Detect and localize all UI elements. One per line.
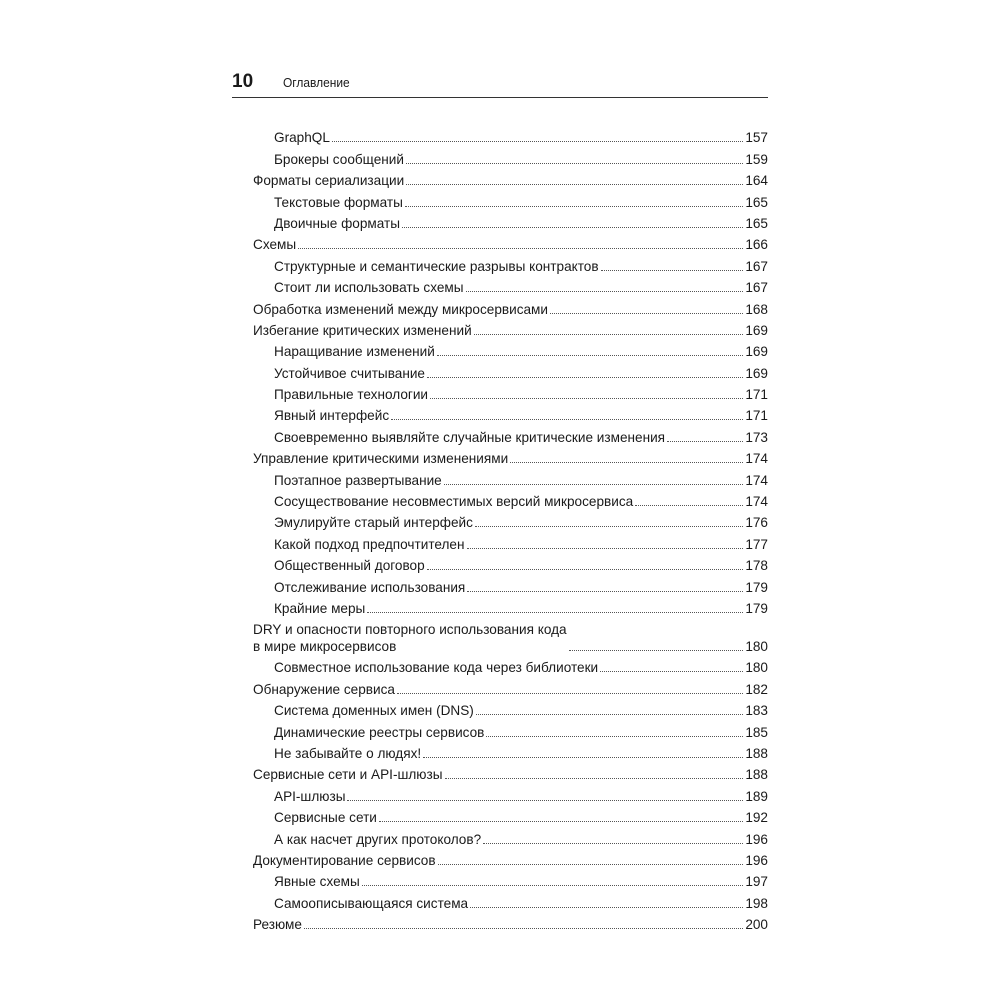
- toc-entry-title: [274, 724, 484, 741]
- toc-entry: [253, 403, 768, 424]
- dot-leader: [483, 843, 743, 844]
- toc-entry-title-line: Двоичные форматы: [274, 215, 401, 231]
- toc-entry-title-line: API-шлюзы: [274, 788, 346, 804]
- toc-page-number: 182: [745, 681, 768, 697]
- toc-page-number: 197: [745, 874, 768, 890]
- toc-entry-title-line: Сервисные сети и API-шлюзы: [253, 767, 443, 783]
- toc-entry-title: [274, 514, 473, 531]
- toc-entry-title: [253, 172, 404, 189]
- toc-entry: [253, 232, 768, 253]
- toc-entry: [253, 574, 768, 595]
- dot-leader: [467, 548, 744, 549]
- toc-page-number: 165: [745, 194, 768, 210]
- toc-entry-title-line: Текстовые форматы: [274, 194, 403, 210]
- dot-leader: [569, 650, 744, 651]
- toc-entry-title-line: Наращивание изменений: [274, 344, 435, 360]
- toc-entry: [253, 826, 768, 847]
- toc-entry-title: [274, 788, 345, 805]
- toc-page-number: 159: [745, 151, 768, 167]
- dot-leader: [474, 334, 744, 335]
- running-header: [232, 70, 768, 98]
- toc-entry-title-line: Резюме: [253, 917, 302, 933]
- toc-entry-title-line: Своевременно выявляйте случайные критические изменения: [274, 429, 666, 445]
- toc-entry-title: [253, 236, 296, 253]
- toc-entry-title-line: Структурные и семантические разрывы контрактов: [274, 258, 599, 274]
- toc-page-number: 192: [745, 810, 768, 826]
- dot-leader: [470, 907, 743, 908]
- toc-page-number: 196: [745, 831, 768, 847]
- toc-page-number: 177: [745, 536, 768, 552]
- toc-page-number: 185: [745, 724, 768, 740]
- dot-leader: [430, 398, 743, 399]
- dot-leader: [475, 526, 743, 527]
- dot-leader: [510, 462, 743, 463]
- toc-entry: [253, 189, 768, 210]
- toc-page-number: 200: [745, 917, 768, 933]
- toc-entry: [253, 510, 768, 531]
- toc-entry-title: [274, 429, 665, 446]
- toc-entry: [253, 318, 768, 339]
- toc-entry-title-line: Форматы сериализации: [253, 173, 405, 189]
- toc-page-number: 178: [745, 558, 768, 574]
- dot-leader: [406, 163, 743, 164]
- toc-entry: [253, 890, 768, 911]
- toc-entry-title-line: Не забывайте о людях!: [274, 745, 422, 761]
- toc-page-number: 164: [745, 173, 768, 189]
- toc-entry-title-line: Поэтапное развертывание: [274, 472, 442, 488]
- toc-entry: [253, 489, 768, 510]
- toc-entry: [253, 848, 768, 869]
- dot-leader: [332, 141, 743, 142]
- dot-leader: [438, 864, 744, 865]
- dot-leader: [362, 885, 744, 886]
- toc-entry-title-line: Документирование сервисов: [253, 852, 436, 868]
- toc-entry-title-line: Стоит ли использовать схемы: [274, 280, 464, 296]
- toc-entry: [253, 168, 768, 189]
- toc-entry: [253, 676, 768, 697]
- toc-entry: [253, 531, 768, 552]
- toc-entry-title-line: Сосуществование несовместимых версий микросервиса: [274, 494, 634, 510]
- toc-entry-title: [253, 301, 548, 318]
- running-header-title: Оглавление: [283, 75, 350, 90]
- toc-entry-title-line: Явный интерфейс: [274, 408, 390, 424]
- toc-entry-title: [274, 194, 403, 211]
- toc-entry: [253, 783, 768, 804]
- toc-page-number: 168: [745, 301, 768, 317]
- toc-page-number: 180: [745, 638, 768, 654]
- toc-entry: [253, 741, 768, 762]
- dot-leader: [550, 313, 743, 314]
- toc-page-number: 169: [745, 344, 768, 360]
- dot-leader: [486, 736, 743, 737]
- toc-entry-title: [274, 279, 464, 296]
- toc-entry-title: [274, 407, 389, 424]
- toc-entry-title: [274, 215, 400, 232]
- dot-leader: [406, 184, 743, 185]
- toc-page-number: 189: [745, 788, 768, 804]
- dot-leader: [445, 778, 744, 779]
- toc-page-number: 180: [745, 660, 768, 676]
- dot-leader: [437, 355, 743, 356]
- toc-entry: [253, 805, 768, 826]
- dot-leader: [391, 419, 743, 420]
- toc-entry: [253, 146, 768, 167]
- dot-leader: [466, 291, 744, 292]
- toc-entry-title-line: Обработка изменений между микросервисами: [253, 301, 548, 317]
- toc-entry-title: [253, 681, 395, 698]
- toc-page-number: 198: [745, 895, 768, 911]
- toc-entry-title: [274, 745, 421, 762]
- toc-entry-title: [274, 343, 435, 360]
- toc-entry-title-line: Какой подход предпочтителен: [274, 536, 465, 552]
- toc-entry-title: [274, 536, 465, 553]
- toc-entry-title: [274, 659, 598, 676]
- toc-entry-title-line: Сервисные сети: [274, 810, 377, 826]
- toc-entry-title-line: Явные схемы: [274, 874, 360, 890]
- dot-leader: [379, 821, 743, 822]
- dot-leader: [600, 671, 743, 672]
- dot-leader: [397, 693, 743, 694]
- toc-entry-title: [274, 129, 330, 146]
- dot-leader: [476, 714, 743, 715]
- toc-entry-title: [274, 809, 377, 826]
- toc-entry: [253, 125, 768, 146]
- toc-entry-title: [274, 258, 599, 275]
- toc-page-number: 179: [745, 579, 768, 595]
- toc-entry: [253, 296, 768, 317]
- toc-entry-title: [253, 621, 567, 655]
- toc-entry: [253, 467, 768, 488]
- toc-page-number: 188: [745, 767, 768, 783]
- toc-entry-title: [253, 322, 472, 339]
- toc-entry: [253, 912, 768, 933]
- toc-entry-title: [274, 579, 465, 596]
- toc-entry-title-line: А как насчет других протоколов?: [274, 831, 482, 847]
- toc-page-number: 165: [745, 215, 768, 231]
- toc-entry-title: [274, 365, 425, 382]
- toc-entry: [253, 698, 768, 719]
- toc-entry-title-line: в мире микросервисов: [253, 638, 397, 654]
- dot-leader: [635, 505, 743, 506]
- dot-leader: [367, 612, 743, 613]
- toc-entry-title-line: Эмулируйте старый интерфейс: [274, 515, 473, 531]
- toc-entry-title: [253, 852, 436, 869]
- toc-entry: [253, 339, 768, 360]
- toc-page-number: 179: [745, 600, 768, 616]
- toc-page-number: 174: [745, 451, 768, 467]
- toc-entry: [253, 360, 768, 381]
- toc-entry: [253, 382, 768, 403]
- toc-entry-title-line: Устойчивое считывание: [274, 365, 425, 381]
- dot-leader: [347, 800, 743, 801]
- toc-page-number: 169: [745, 365, 768, 381]
- toc-entry-title-line: Система доменных имен (DNS): [274, 703, 474, 719]
- toc-page-number: 173: [745, 429, 768, 445]
- dot-leader: [444, 484, 744, 485]
- dot-leader: [427, 569, 744, 570]
- toc-entry-title: [274, 702, 474, 719]
- toc-entry: [253, 617, 768, 655]
- toc-entry: [253, 762, 768, 783]
- toc-entry-title-line: Совместное использование кода через библиотеки: [274, 660, 599, 676]
- toc-page-number: 174: [745, 494, 768, 510]
- toc-entry-title-line: Самоописывающаяся система: [274, 895, 469, 911]
- toc-entry-title: [274, 557, 425, 574]
- toc-entry: [253, 719, 768, 740]
- dot-leader: [402, 227, 743, 228]
- toc-page-number: 169: [745, 322, 768, 338]
- toc-entry: [253, 446, 768, 467]
- toc-entry: [253, 655, 768, 676]
- dot-leader: [427, 377, 743, 378]
- toc-entry-title-line: Схемы: [253, 237, 297, 253]
- toc-entry-title: [274, 151, 404, 168]
- toc-entry-title-line: Обнаружение сервиса: [253, 681, 395, 697]
- dot-leader: [304, 928, 743, 929]
- dot-leader: [601, 270, 744, 271]
- dot-leader: [423, 757, 743, 758]
- toc-page-number: 183: [745, 703, 768, 719]
- toc-entry-title-line: Избегание критических изменений: [253, 322, 472, 338]
- toc-entry: [253, 211, 768, 232]
- toc-page-number: 166: [745, 237, 768, 253]
- toc-entry-title: [274, 895, 468, 912]
- dot-leader: [405, 206, 743, 207]
- toc-page-number: 171: [745, 387, 768, 403]
- toc-entry-title: [274, 472, 442, 489]
- toc-entry-title: [274, 873, 360, 890]
- toc-entry-title-line: GraphQL: [274, 130, 330, 146]
- toc-page-number: 157: [745, 130, 768, 146]
- dot-leader: [298, 248, 743, 249]
- toc-entry-title-line: Отслеживание использования: [274, 579, 466, 595]
- toc-entry-title-line: Управление критическими изменениями: [253, 451, 509, 467]
- toc-page-number: 174: [745, 472, 768, 488]
- toc-entry-title: [274, 600, 365, 617]
- toc-entry-title-line: Правильные технологии: [274, 387, 429, 403]
- table-of-contents: [253, 125, 768, 933]
- toc-entry-title: [253, 766, 443, 783]
- page-number: 10: [232, 71, 254, 92]
- toc-entry-title-line: Крайние меры: [274, 600, 366, 616]
- toc-entry-title: [253, 916, 302, 933]
- toc-entry: [253, 869, 768, 890]
- toc-page-number: 167: [745, 258, 768, 274]
- toc-entry: [253, 275, 768, 296]
- toc-entry-title-line: Брокеры сообщений: [274, 151, 404, 167]
- toc-entry-title-line: Общественный договор: [274, 558, 425, 574]
- toc-entry: [253, 424, 768, 445]
- dot-leader: [667, 441, 743, 442]
- toc-entry-title: [274, 831, 481, 848]
- toc-page-number: 167: [745, 280, 768, 296]
- dot-leader: [467, 591, 743, 592]
- toc-page-number: 188: [745, 745, 768, 761]
- toc-entry-title-line: DRY и опасности повторного использования кода: [253, 621, 567, 637]
- toc-page-number: 196: [745, 852, 768, 868]
- toc-entry: [253, 596, 768, 617]
- toc-page-number: 176: [745, 515, 768, 531]
- toc-entry-title: [274, 493, 633, 510]
- toc-page-number: 171: [745, 408, 768, 424]
- toc-entry-title: [253, 450, 508, 467]
- toc-entry-title: [274, 386, 428, 403]
- toc-entry-title-line: Динамические реестры сервисов: [274, 724, 485, 740]
- toc-entry: [253, 553, 768, 574]
- toc-entry: [253, 253, 768, 274]
